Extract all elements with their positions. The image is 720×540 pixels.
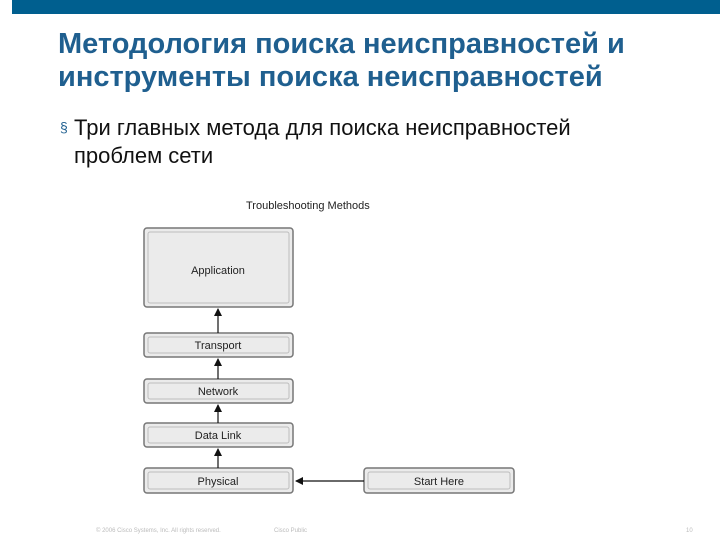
layer-application-label: Application	[191, 264, 245, 277]
layer-data-link	[144, 423, 293, 447]
layer-network	[144, 379, 293, 403]
footer-page-number: 10	[686, 528, 693, 534]
footer-classification: Cisco Public	[274, 528, 308, 534]
layer-application	[144, 228, 293, 307]
slide-title-line-2: инструменты поиска неисправностей	[58, 61, 603, 93]
layer-transport-label: Transport	[194, 339, 242, 352]
layer-transport	[144, 333, 293, 357]
bullet-text-line-1: Три главных метода для поиска неисправностей	[74, 115, 571, 140]
slide-title-line-1: Методология поиска неисправностей и	[58, 28, 625, 60]
layer-data-link-label: Data Link	[194, 429, 242, 442]
start-here-box	[364, 468, 514, 493]
layer-network-label: Network	[197, 385, 239, 398]
bullet-icon: §	[60, 119, 68, 135]
start-here-label: Start Here	[413, 475, 465, 488]
footer-copyright: © 2006 Cisco Systems, Inc. All rights reserved.	[96, 528, 221, 534]
layer-physical	[144, 468, 293, 493]
layer-physical-label: Physical	[197, 475, 239, 488]
diagram-title: Troubleshooting Methods	[246, 200, 370, 212]
bullet-text-line-2: проблем сети	[74, 143, 214, 168]
